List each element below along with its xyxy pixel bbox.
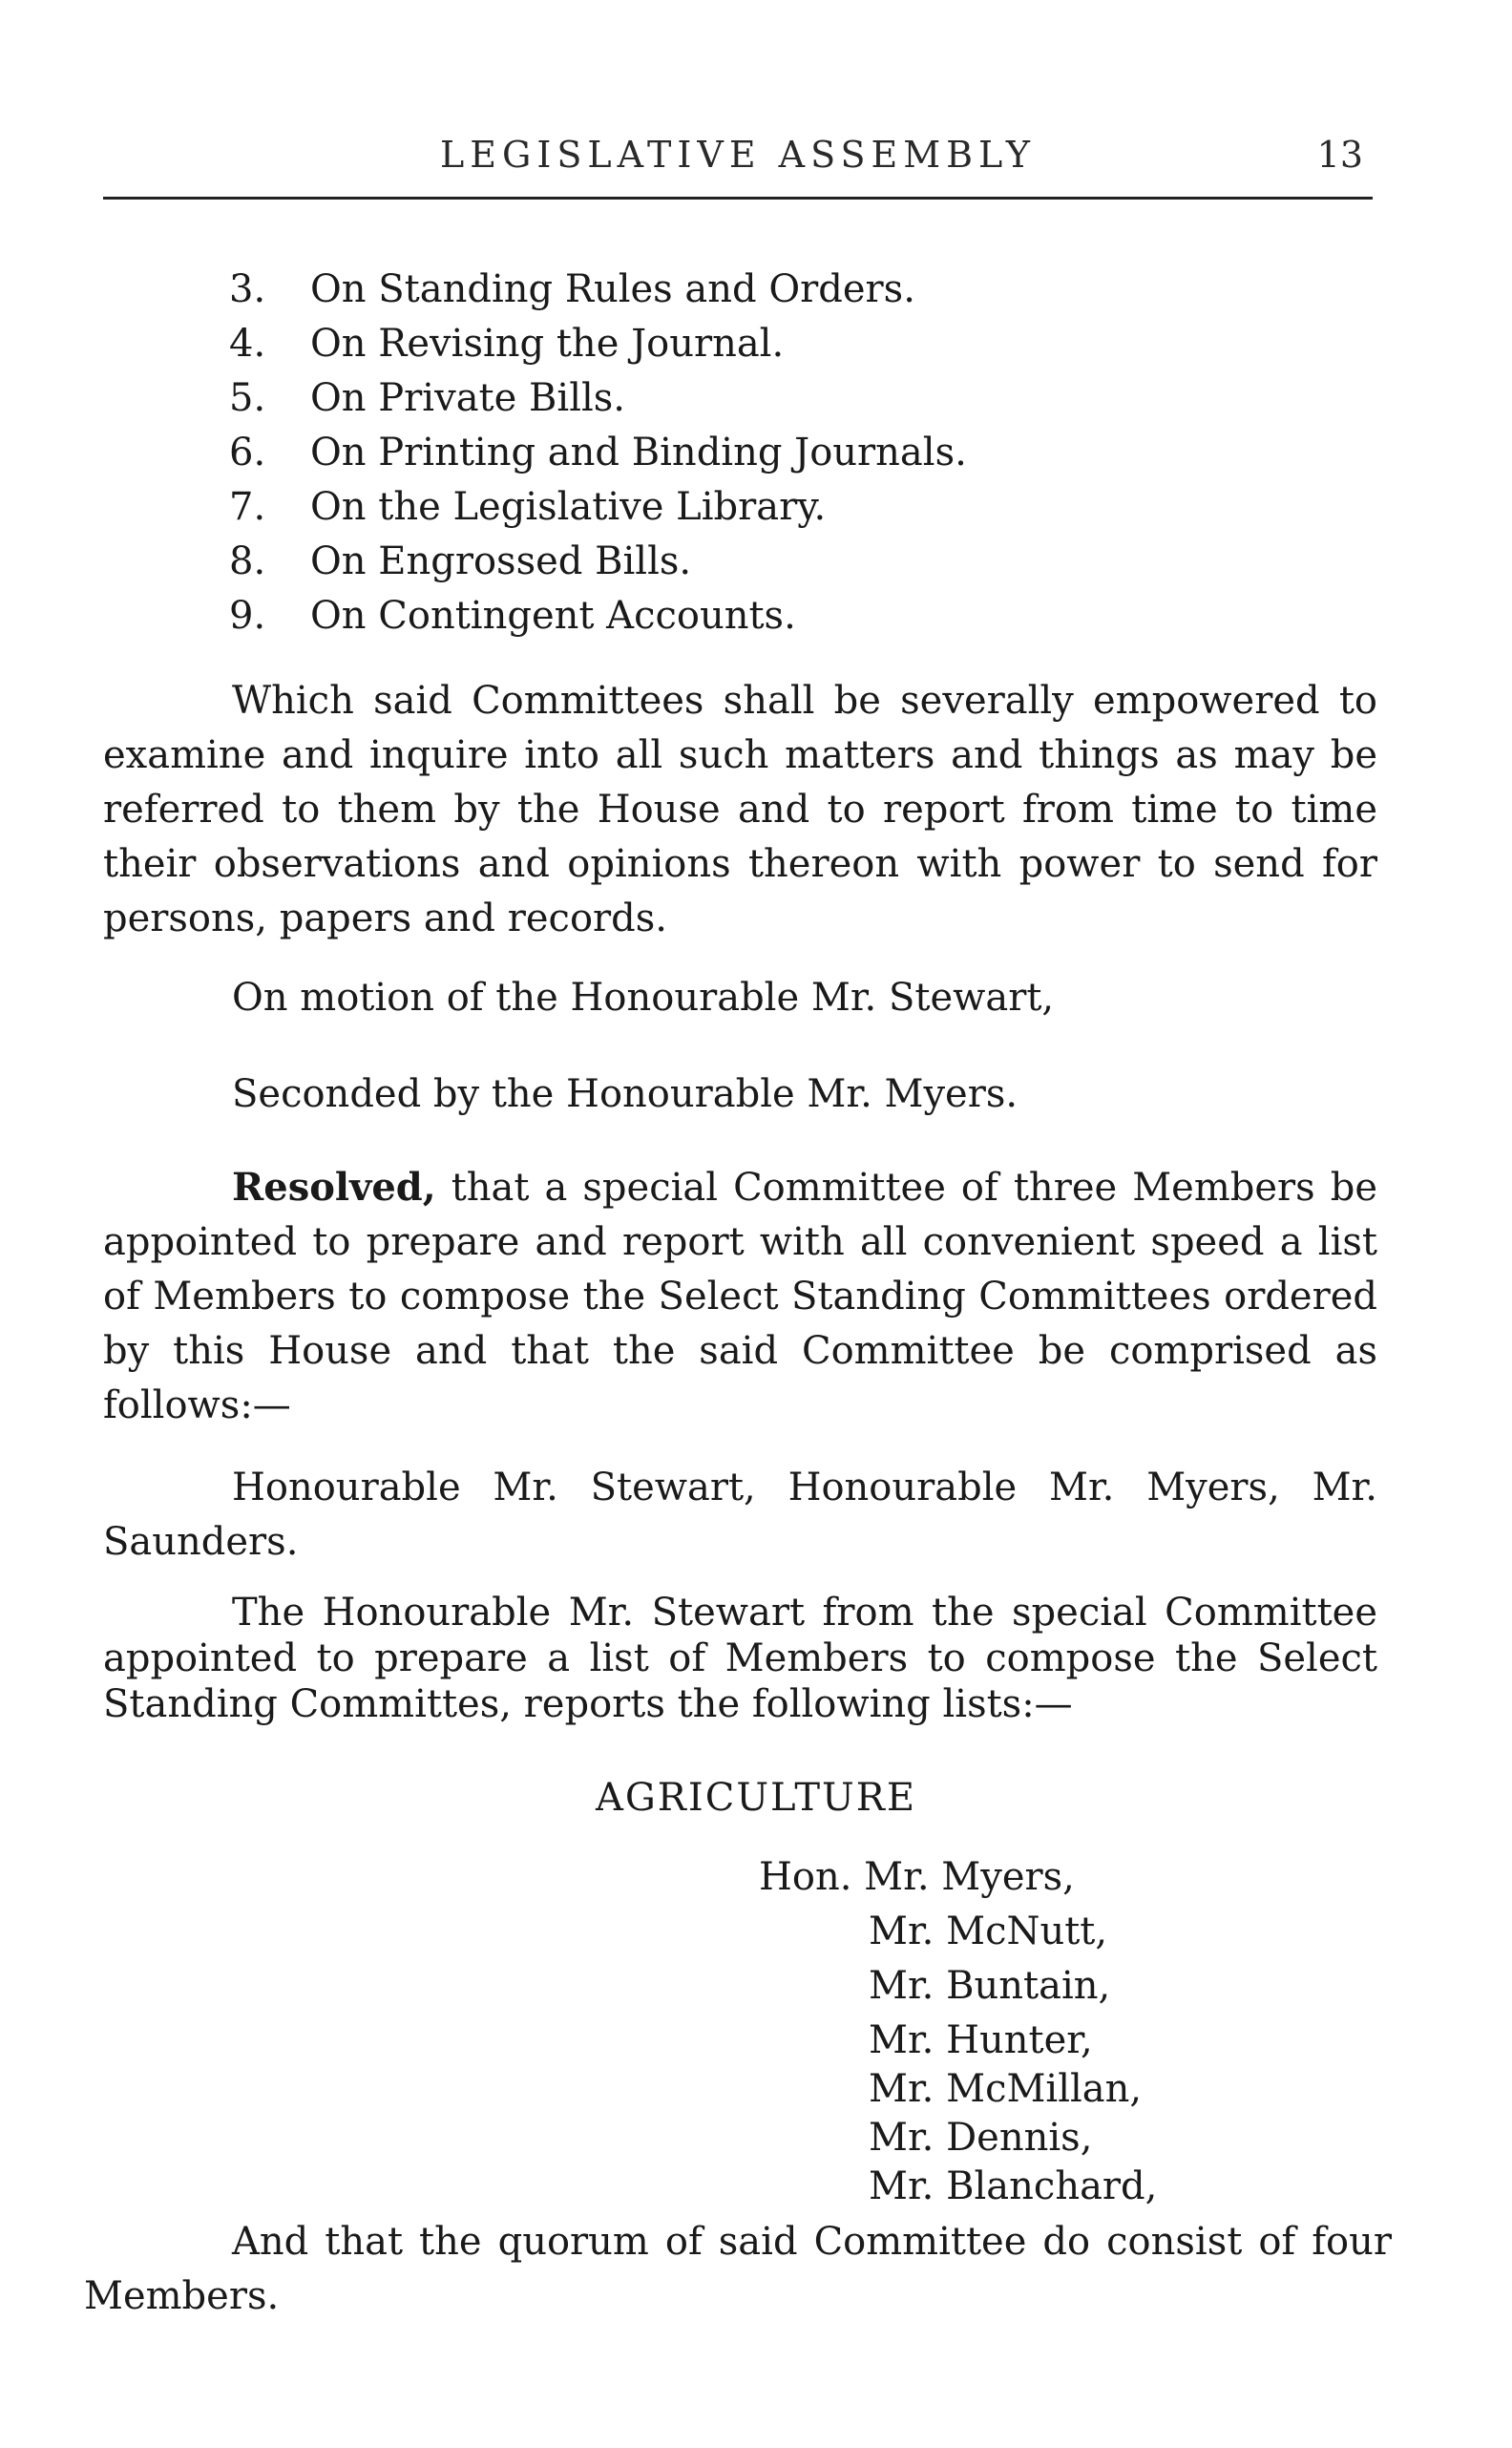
member-name: Mr. Hunter,: [869, 2018, 1093, 2062]
header-title: LEGISLATIVE ASSEMBLY: [440, 134, 1036, 176]
item-number: 4.: [229, 322, 266, 366]
member-name: Hon. Mr. Myers,: [759, 1855, 1075, 1899]
list-item: [229, 426, 1279, 480]
member-name: Mr. Buntain,: [869, 1964, 1111, 2008]
item-text: On Printing and Binding Journals.: [310, 431, 967, 475]
item-text: On Revising the Journal.: [310, 322, 785, 366]
page-number: 13: [1316, 134, 1363, 176]
item-number: 7.: [229, 485, 266, 529]
running-header: [103, 134, 1373, 200]
member-name: Mr. McMillan,: [869, 2067, 1143, 2111]
resolved-label: Resolved,: [232, 1165, 436, 1210]
item-text: On Contingent Accounts.: [310, 594, 796, 638]
member-name: Mr. Dennis,: [869, 2116, 1093, 2160]
list-item: [229, 480, 1279, 535]
list-item: [229, 371, 1279, 426]
item-text: On Private Bills.: [310, 376, 626, 420]
list-item: [229, 317, 1279, 371]
item-number: 8.: [229, 539, 266, 583]
item-text: On the Legislative Library.: [310, 485, 827, 529]
list-item: [229, 535, 1279, 589]
resolved-text: that a special Committee of three Members be appointed to prepare and report with all convenient speed a list of Members to compose the Select Standing Committees ordered by this House and that the said Committee be comprised as follows:—: [103, 1166, 1377, 1427]
committee-list: [229, 263, 1279, 644]
seconded-line: Seconded by the Honourable Mr. Myers.: [232, 1072, 1018, 1116]
member-name: Mr. Blanchard,: [869, 2164, 1158, 2208]
committee-members-paragraph: Honourable Mr. Stewart, Honourable Mr. Myers, Mr. Saunders.: [103, 1466, 1377, 1564]
motion-line: On motion of the Honourable Mr. Stewart,: [232, 976, 1055, 1020]
member-name: Mr. McNutt,: [869, 1910, 1108, 1953]
list-item: [229, 589, 1279, 644]
item-text: On Standing Rules and Orders.: [310, 267, 915, 311]
item-number: 3.: [229, 267, 266, 311]
powers-paragraph: Which said Committees shall be severally empowered to examine and inquire into all such matters and things as may be referred to them by the House and to report from time to time their observations and opinions thereon with power to send for persons, papers and records.: [103, 679, 1377, 940]
agriculture-heading: AGRICULTURE: [595, 1776, 917, 1820]
report-paragraph: The Honourable Mr. Stewart from the special Committee appointed to prepare a list of Members to compose the Select Standing Committes, reports the following lists:—: [103, 1591, 1377, 1726]
item-text: On Engrossed Bills.: [310, 539, 692, 583]
quorum-paragraph: And that the quorum of said Committee do consist of four Members.: [84, 2220, 1392, 2318]
list-item: [229, 263, 1279, 317]
resolved-paragraph: [103, 1160, 1377, 1433]
item-number: 5.: [229, 376, 266, 420]
item-number: 9.: [229, 594, 266, 638]
item-number: 6.: [229, 431, 266, 475]
